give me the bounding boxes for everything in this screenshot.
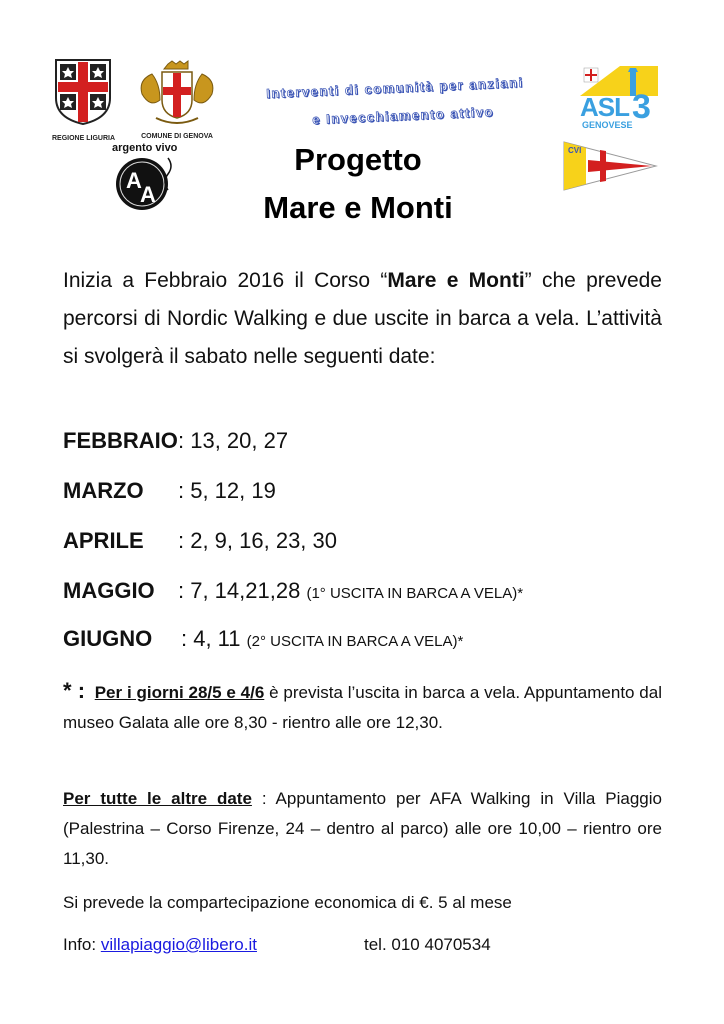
month-dates: : 5, 12, 19 — [178, 478, 276, 503]
comune-genova-logo — [138, 60, 216, 140]
asl-text: ASL — [580, 92, 629, 122]
svg-text:A: A — [126, 168, 142, 193]
sailing-note-text: è prevista l’uscita in barca a vela. Appuntamento dal museo Galata alle ore 8,30 - rientro alle ore 12,30. — [63, 683, 662, 732]
walking-note-text: : Appuntamento per AFA Walking in Villa Piaggio (Palestrina – Corso Firenze, 24 – dentro al parco) alle ore 10,00 – rientro ore 11,30. — [63, 789, 662, 868]
sailing-note — [63, 676, 662, 738]
month-dates: : 2, 9, 16, 23, 30 — [178, 528, 338, 553]
course-name: Mare e Monti — [387, 269, 525, 292]
email-link[interactable]: villapiaggio@libero.it — [100, 935, 257, 954]
month-row-aprile — [63, 528, 337, 554]
banner-line-2: e Invecchiamento attivo — [312, 104, 495, 127]
svg-text:A: A — [140, 182, 156, 207]
month-name: APRILE — [63, 528, 144, 553]
regione-liguria-logo — [52, 58, 116, 142]
av-emblem-icon — [108, 154, 178, 212]
month-dates: : 13, 20, 27 — [178, 428, 289, 453]
month-dates: : 4, 11 — [181, 626, 241, 651]
regione-liguria-label: REGIONE LIGURIA — [52, 135, 116, 142]
intro-text-2: ” che prevede percorsi di Nordic Walking e due uscite in barca a vela. L’attività si svolgerà il sabato nelle seguenti date: — [63, 269, 662, 368]
asterisk: * : — [63, 678, 86, 703]
cost-text: Si prevede la compartecipazione economica di €. 5 al mese — [63, 893, 512, 912]
month-note: (2° USCITA IN BARCA A VELA)* — [246, 633, 464, 650]
month-row-giugno — [63, 626, 463, 652]
coat-of-arms-icon — [138, 60, 216, 126]
info-label: Info: — [63, 935, 101, 954]
contact-line — [63, 930, 662, 960]
phone-number: tel. 010 4070534 — [364, 935, 491, 954]
intro-text-1: Inizia a Febbraio 2016 il Corso “ — [63, 269, 388, 292]
walking-note — [63, 784, 662, 874]
month-name: FEBBRAIO — [63, 428, 178, 453]
sailing-days: Per i giorni 28/5 e 4/6 — [94, 683, 265, 702]
intro-paragraph — [63, 262, 662, 376]
comune-genova-label: COMUNE DI GENOVA — [141, 133, 213, 140]
asl3-logo — [580, 66, 658, 130]
shield-icon — [52, 58, 114, 126]
asl-sub-label: GENOVESE — [582, 120, 633, 130]
month-note: (1° USCITA IN BARCA A VELA)* — [306, 585, 524, 602]
cvi-logo — [562, 140, 658, 192]
title-line-1: Progetto — [294, 142, 422, 177]
month-name: GIUGNO — [63, 626, 153, 651]
month-row-maggio — [63, 578, 523, 604]
argento-vivo-label: argento vivo — [112, 142, 178, 154]
month-row-marzo — [63, 478, 276, 504]
title-line-2: Mare e Monti — [263, 190, 453, 225]
month-row-febbraio — [63, 428, 288, 454]
cvi-label: CVI — [568, 146, 582, 155]
month-dates: : 7, 14,21,28 — [178, 578, 301, 603]
other-dates: Per tutte le altre date — [63, 789, 252, 808]
month-name: MAGGIO — [63, 578, 155, 603]
banner-line-1: Interventi di comunità per anziani — [266, 74, 525, 101]
month-name: MARZO — [63, 478, 144, 503]
asl-number: 3 — [632, 88, 651, 126]
argento-vivo-logo — [108, 142, 184, 212]
